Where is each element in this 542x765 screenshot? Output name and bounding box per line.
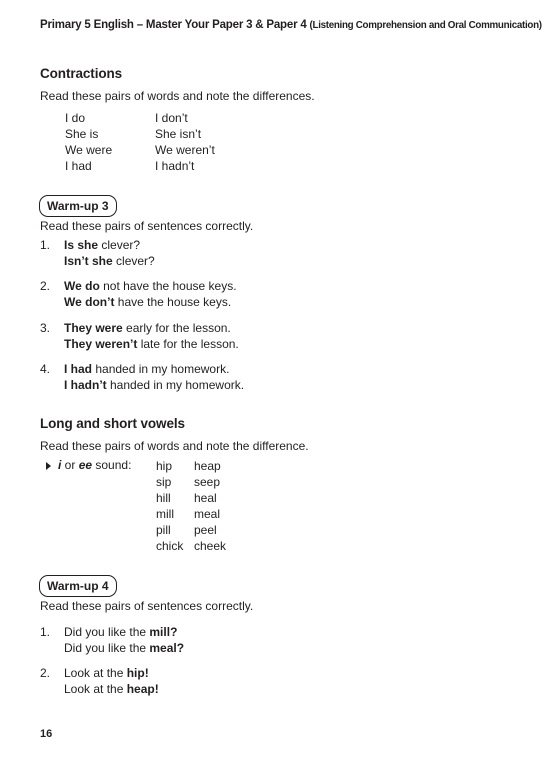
sentence-rest: not have the house keys. bbox=[99, 279, 237, 293]
sentence-rest: clever? bbox=[112, 254, 155, 268]
sentence-rest: late for the lesson. bbox=[137, 337, 239, 351]
sentence-bold: They were bbox=[64, 321, 123, 335]
header-title: Primary 5 English – Master Your Paper 3 & Paper 4 bbox=[40, 19, 307, 31]
item-number: 1. bbox=[40, 238, 51, 252]
long-vowel-word: seep bbox=[194, 475, 221, 489]
sentence-bold: Isn’t she bbox=[64, 254, 113, 268]
warmup-3-item bbox=[40, 237, 155, 269]
short-vowel-word: hill bbox=[156, 491, 171, 505]
vowel-or: or bbox=[61, 458, 79, 472]
contraction-full-form: She is bbox=[65, 127, 99, 141]
sentence-bold: hip! bbox=[126, 666, 149, 680]
contractions-instruction: Read these pairs of words and note the differences. bbox=[40, 89, 315, 103]
sentence-bold: We do bbox=[64, 279, 100, 293]
vowel-suffix: sound: bbox=[92, 458, 132, 472]
vowel-sound-label bbox=[58, 458, 131, 474]
short-vowel-word: sip bbox=[156, 475, 172, 489]
sentence-rest: handed in my homework. bbox=[92, 362, 230, 376]
short-vowel-word: pill bbox=[156, 523, 171, 537]
page-number: 16 bbox=[40, 728, 53, 740]
contractions-right-column bbox=[155, 110, 215, 174]
vowel-i: i bbox=[58, 458, 62, 472]
long-vowel-word: heap bbox=[194, 459, 221, 473]
long-vowel-word: meal bbox=[194, 507, 221, 521]
long-vowel-column bbox=[194, 458, 226, 554]
item-number: 1. bbox=[40, 625, 51, 639]
sentence-bold: I had bbox=[64, 362, 93, 376]
header-subtitle: (Listening Comprehension and Oral Communication) bbox=[309, 20, 542, 31]
sentence-bold: Is she bbox=[64, 238, 99, 252]
sentence-bold: mill? bbox=[149, 625, 178, 639]
sentence-rest: handed in my homework. bbox=[106, 378, 245, 392]
sentence-rest: have the house keys. bbox=[114, 295, 232, 309]
contractions-heading: Contractions bbox=[40, 66, 123, 81]
contraction-full-form: We were bbox=[65, 143, 113, 157]
sentence-rest: Did you like the bbox=[64, 641, 150, 655]
item-number: 4. bbox=[40, 362, 51, 376]
contraction-full-form: I had bbox=[65, 159, 92, 173]
warmup-3-item bbox=[40, 361, 244, 393]
sentence-rest: early for the lesson. bbox=[122, 321, 231, 335]
contraction-short-form: I don’t bbox=[155, 111, 188, 125]
vowel-ee: ee bbox=[78, 458, 93, 472]
short-vowel-word: chick bbox=[156, 539, 184, 553]
short-vowel-column bbox=[156, 458, 183, 554]
contractions-left-column bbox=[65, 110, 112, 174]
item-number: 2. bbox=[40, 666, 51, 680]
long-vowel-word: cheek bbox=[194, 539, 227, 553]
sentence-bold: We don’t bbox=[64, 295, 115, 309]
warmup-3-badge: Warm-up 3 bbox=[39, 195, 117, 217]
long-vowel-word: peel bbox=[194, 523, 217, 537]
page-header bbox=[40, 19, 542, 31]
vowels-heading: Long and short vowels bbox=[40, 416, 185, 431]
item-number: 3. bbox=[40, 321, 51, 335]
contraction-short-form: She isn’t bbox=[155, 127, 202, 141]
warmup-4-instruction: Read these pairs of sentences correctly. bbox=[40, 599, 254, 613]
sentence-bold: heap! bbox=[126, 682, 159, 696]
contraction-short-form: I hadn’t bbox=[155, 159, 195, 173]
sentence-rest: clever? bbox=[98, 238, 141, 252]
warmup-3-item bbox=[40, 278, 237, 310]
warmup-4-item bbox=[40, 665, 159, 697]
long-vowel-word: heal bbox=[194, 491, 217, 505]
warmup-3-instruction: Read these pairs of sentences correctly. bbox=[40, 219, 254, 233]
sentence-rest: Look at the bbox=[64, 682, 127, 696]
bullet-arrow-icon bbox=[46, 462, 51, 470]
short-vowel-word: mill bbox=[156, 507, 174, 521]
sentence-bold: meal? bbox=[149, 641, 185, 655]
sentence-rest: Look at the bbox=[64, 666, 127, 680]
sentence-bold: They weren’t bbox=[64, 337, 138, 351]
warmup-4-item bbox=[40, 624, 184, 656]
warmup-4-badge: Warm-up 4 bbox=[39, 575, 117, 597]
vowels-instruction: Read these pairs of words and note the difference. bbox=[40, 439, 309, 453]
short-vowel-word: hip bbox=[156, 459, 173, 473]
contraction-short-form: We weren’t bbox=[155, 143, 215, 157]
warmup-3-item bbox=[40, 320, 239, 352]
sentence-rest: Did you like the bbox=[64, 625, 150, 639]
item-number: 2. bbox=[40, 279, 51, 293]
sentence-bold: I hadn’t bbox=[64, 378, 107, 392]
contraction-full-form: I do bbox=[65, 111, 86, 125]
